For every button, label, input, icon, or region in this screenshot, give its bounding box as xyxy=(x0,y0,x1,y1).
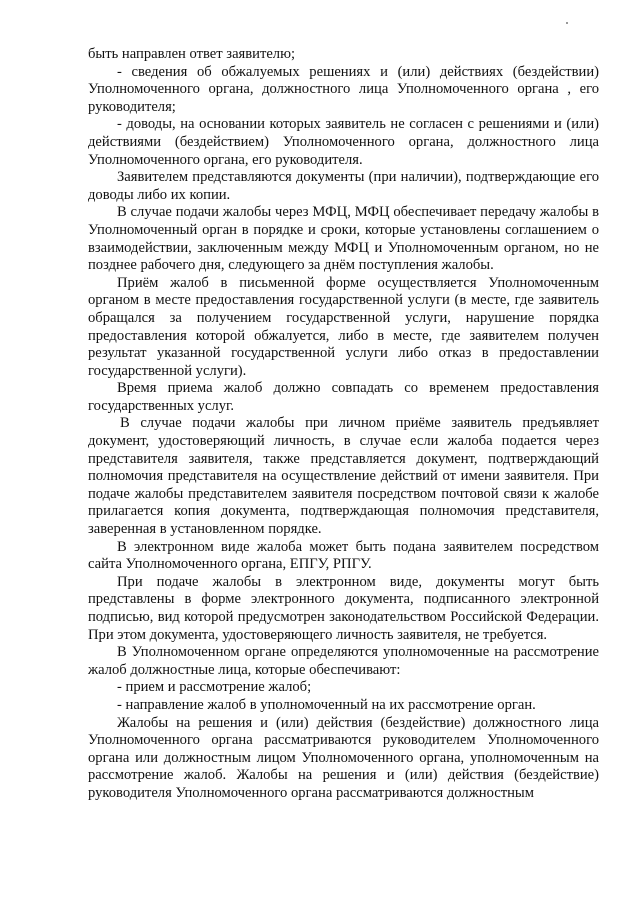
paragraph-electronic-submission: В электронном виде жалоба может быть подана заявителем посредством сайта Уполномоченного органа, ЕПГУ, РПГУ. xyxy=(88,538,599,573)
scan-artifact-dot xyxy=(566,22,568,24)
paragraph-continuation: быть направлен ответ заявителю; xyxy=(88,46,296,62)
paragraph-authorized-officials: В Уполномоченном органе определяются уполномоченные на рассмотрение жалоб должностные лица, которые обеспечивают: xyxy=(88,644,599,678)
paragraph-complaint-review: Жалобы на решения и (или) действия (бездействие) должностного лица Уполномоченного органа рассматриваются руководителем Уполномоченного органа или должностным лицом Уполномоченного органа, уполномоченным на рассмотрение жалоб. Жалобы на решения и (или) действия (бездействие) руководителя Уполномоченного органа рассматриваются должностным xyxy=(88,714,599,801)
paragraph-electronic-documents: При подаче жалобы в электронном виде, документы могут быть представлены в форме электронного документа, подписанного электронной подписью, вид которой предусмотрен законодательством Российской Федерации. При этом документа, удостоверяющего личность заявителя, не требуется. xyxy=(88,573,599,643)
document-body xyxy=(88,46,599,803)
paragraph-appealed-decisions: - сведения об обжалуемых решениях и (или) действиях (бездействии) Уполномоченного органа, должностного лица Уполномоченного органа , его руководителя; xyxy=(88,63,599,115)
paragraph-personal-reception: В случае подачи жалобы при личном приёме заявитель предъявляет документ, удостоверяющий личность, в случае если жалоба подается через представителя заявителя, также представляется документ, подтверждающий полномочия представителя на осуществление действий от имени заявителя. При подаче жалобы представителем заявителя посредством почтовой связи к жалобе прилагается копия документа, подтверждающая полномочия представителя, заверенная в установленном порядке. xyxy=(88,415,599,538)
paragraph-arguments: - доводы, на основании которых заявитель не согласен с решениями и (или) действиями (бездействием) Уполномоченного органа, должностного лица Уполномоченного органа, его руководителя. xyxy=(88,116,599,168)
list-item-forwarding: - направление жалоб в уполномоченный на их рассмотрение орган. xyxy=(117,696,536,713)
paragraph-reception-time: Время приема жалоб должно совпадать со временем предоставления государственных услуг. xyxy=(88,380,599,414)
paragraph-written-complaints: Приём жалоб в письменной форме осуществляется Уполномоченным органом в месте предоставления государственной услуги (в месте, где заявитель обращался за получением государственной услуги, нарушение порядка предоставления которой обжалуется, либо в месте, где заявителем получен результат указанной государственной услуги либо отказ в предоставлении государственной услуги). xyxy=(88,274,599,379)
paragraph-supporting-documents: Заявителем представляются документы (при наличии), подтверждающие его доводы либо их копии. xyxy=(88,169,599,203)
paragraph-mfc-submission: В случае подачи жалобы через МФЦ, МФЦ обеспечивает передачу жалобы в Уполномоченный орган в порядке и сроки, которые установлены соглашением о взаимодействии, заключенным между МФЦ и Уполномоченным органом, но не позднее рабочего дня, следующего за днём поступления жалобы. xyxy=(88,204,599,274)
list-item-reception: - прием и рассмотрение жалоб; xyxy=(117,679,312,696)
